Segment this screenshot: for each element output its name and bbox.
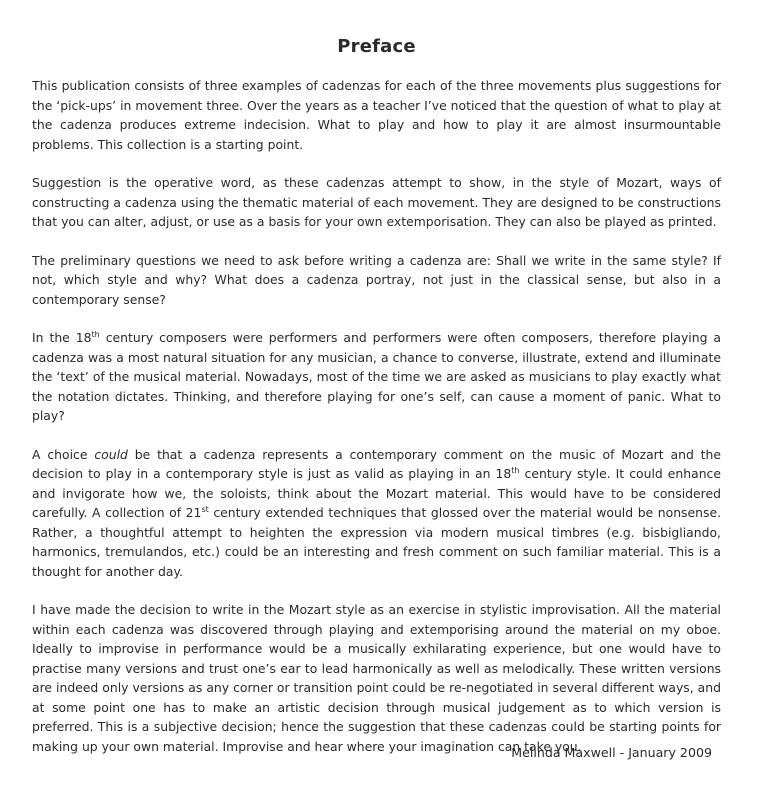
paragraph-5-text-b: be that a cadenza represents a contemporary comment on the music of Mozart and the decision to play in a contemporary style is just as valid as playing in an 18 [32, 446, 722, 481]
paragraph-1: This publication consists of three examples of cadenzas for each of the three movements plus suggestions for the ‘pick-ups’ in movement three. Over the years as a teacher I’ve noticed that the question of what to play at the cadenza produces extreme indecision. What to play and how to play it are almost insurmountable problems. This collection is a starting point. [32, 78, 721, 152]
author-signature: Melinda Maxwell - January 2009 [511, 745, 712, 760]
paragraph-4-text-a: In the 18 [32, 330, 92, 345]
paragraph-4 [32, 328, 721, 426]
ordinal-suffix: th [511, 465, 520, 475]
ordinal-suffix: st [201, 504, 209, 514]
ordinal-suffix: th [91, 329, 100, 339]
paragraph-5-text-a: A choice [32, 446, 95, 462]
paragraph-6: I have made the decision to write in the Mozart style as an exercise in stylistic improvisation. All the material within each cadenza was discovered through playing and extemporising around the material on my oboe. Ideally to improvise in performance would be a musically exhilarating experience, but one would have to practise many versions and trust one’s ear to lead harmonically as well as melodically. These written versions are indeed only versions as any corner or transition point could be re-negotiated in several different ways, and at some point one has to make an artistic decision through musical judgement as to which version is preferred. This is a subjective decision; hence the suggestion that these cadenzas could be starting points for making up your own material. Improvise and hear where your imagination can take you. [32, 602, 721, 754]
paragraph-5 [32, 445, 721, 582]
paragraph-5-text-c: century style. It could enhance and invigorate how we, the soloists, think about the Mozart material. This would have to be considered carefully. A collection of 21 [32, 466, 721, 520]
paragraph-5-text-d: century extended techniques that glossed over the material would be nonsense. Rather, a thoughtful attempt to heighten the expression via modern musical timbres (e.g. bisbigliando, harmonics, tremulandos, etc.) could be an interesting and fresh comment on such familiar material. This is a thought for another day. [32, 505, 722, 579]
paragraph-3: The preliminary questions we need to ask before writing a cadenza are: Shall we write in the same style? If not, which style and why? What does a cadenza portray, not just in the classical sense, but also in a contemporary sense? [32, 252, 721, 307]
page-title: Preface [337, 36, 416, 57]
paragraph-4-text-b: century composers were performers and performers were often composers, therefore playing a cadenza was a most natural situation for any musician, a chance to converse, illustrate, extend and illuminate the ‘text’ of the musical material. Nowadays, most of the time we are asked as musicians to play exactly what the notation dictates. Thinking, and therefore playing for one’s self, can cause a moment of panic. What to play? [32, 330, 721, 423]
emphasis-word: could [94, 446, 128, 462]
document-page [32, 36, 721, 775]
paragraph-2: Suggestion is the operative word, as these cadenzas attempt to show, in the style of Mozart, ways of constructing a cadenza using the thematic material of each movement. They are designed to be constructions that you can alter, adjust, or use as a basis for your own extemporisation. They can also be played as printed. [32, 175, 721, 229]
